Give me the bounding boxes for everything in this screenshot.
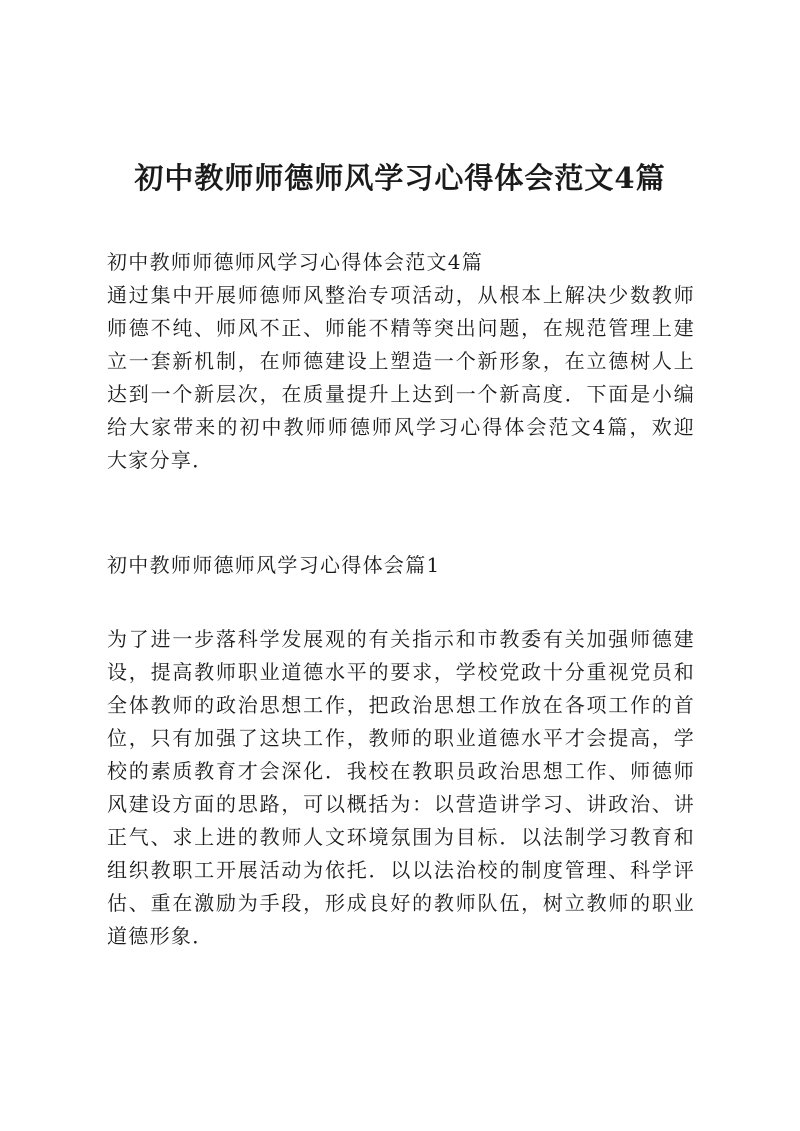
section-paragraph: 为了进一步落科学发展观的有关指示和市教委有关加强师德建设，提高教师职业道德水平的要求，学校党政十分重视党员和全体教师的政治思想工作，把政治思想工作放在各项工作的首位，只有加强了这块工作，教师的职业道德水平才会提高，学校的素质教育才会深化．我校在教职员政治思想工作、师德师风建设方面的思路，可以概括为：以营造讲学习、讲政治、讲正气、求上进的教师人文环境氛围为目标．以法制学习教育和组织教职工开展活动为依托．以以法治校的制度管理、科学评估、重在激励为手段，形成良好的教师队伍，树立教师的职业道德形象． bbox=[107, 627, 695, 948]
section-heading: 初中教师师德师风学习心得体会篇1 bbox=[107, 553, 441, 577]
intro-paragraph: 通过集中开展师德师风整治专项活动，从根本上解决少数教师师德不纯、师风不正、师能不精等突出问题，在规范管理上建立一套新机制，在师德建设上塑造一个新形象，在立德树人上达到一个新层次，在质量提升上达到一个新高度．下面是小编给大家带来的初中教师师德师风学习心得体会范文4篇，欢迎大家分享． bbox=[107, 283, 695, 472]
document-subtitle: 初中教师师德师风学习心得体会范文4篇 bbox=[107, 250, 484, 274]
document-title: 初中教师师德师风学习心得体会范文4篇 bbox=[134, 161, 666, 195]
